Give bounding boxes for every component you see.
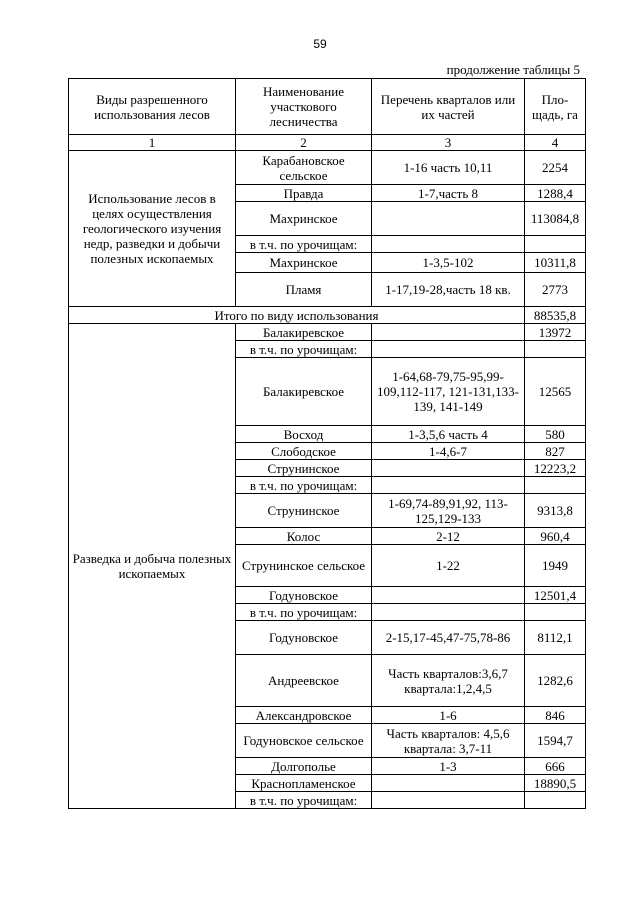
header-forestry: Наименование участкового лесничества <box>236 79 372 135</box>
table-row <box>69 324 586 341</box>
area-cell <box>525 477 586 494</box>
forestry-cell: Правда <box>236 185 372 202</box>
quarters-cell: 1-6 <box>372 707 525 724</box>
quarters-cell: 1-3,5-102 <box>372 253 525 273</box>
forestry-cell: Краснопламенское <box>236 775 372 792</box>
total-value: 88535,8 <box>525 307 586 324</box>
column-number: 3 <box>372 135 525 151</box>
forestry-cell: Балакиревское <box>236 324 372 341</box>
quarters-cell: 1-4,6-7 <box>372 443 525 460</box>
forestry-cell: Махринское <box>236 202 372 236</box>
header-quarters: Перечень кварталов или их частей <box>372 79 525 135</box>
forestry-cell: Струнинское <box>236 460 372 477</box>
header-area: Пло-щадь, га <box>525 79 586 135</box>
forestry-cell: Годуновское <box>236 587 372 604</box>
quarters-cell: 1-64,68-79,75-95,99-109,112-117, 121-131,133-139, 141-149 <box>372 358 525 426</box>
forestry-cell: Балакиревское <box>236 358 372 426</box>
column-number: 4 <box>525 135 586 151</box>
area-cell: 1949 <box>525 545 586 587</box>
forestry-cell: Слободское <box>236 443 372 460</box>
quarters-cell: 1-16 часть 10,11 <box>372 151 525 185</box>
area-cell: 827 <box>525 443 586 460</box>
header-use-type: Виды разрешенного использования лесов <box>69 79 236 135</box>
use-type-cell: Разведка и добыча полезных ископаемых <box>69 324 236 809</box>
quarters-cell <box>372 604 525 621</box>
quarters-cell <box>372 792 525 809</box>
forestry-cell: Колос <box>236 528 372 545</box>
forestry-cell: в т.ч. по урочищам: <box>236 477 372 494</box>
area-cell: 113084,8 <box>525 202 586 236</box>
use-type-cell: Использование лесов в целях осуществления геологического изучения недр, разведки и добычи полезных ископаемых <box>69 151 236 307</box>
area-cell <box>525 604 586 621</box>
area-cell: 1288,4 <box>525 185 586 202</box>
area-cell: 10311,8 <box>525 253 586 273</box>
table-row <box>69 151 586 185</box>
forestry-cell: в т.ч. по урочищам: <box>236 604 372 621</box>
total-label: Итого по виду использования <box>69 307 525 324</box>
quarters-cell: 1-69,74-89,91,92, 113-125,129-133 <box>372 494 525 528</box>
forestry-cell: Карабановское сельское <box>236 151 372 185</box>
forestry-cell: в т.ч. по урочищам: <box>236 792 372 809</box>
area-cell: 580 <box>525 426 586 443</box>
forestry-cell: в т.ч. по урочищам: <box>236 341 372 358</box>
column-number: 1 <box>69 135 236 151</box>
forestry-cell: Долгополье <box>236 758 372 775</box>
column-number-row <box>69 135 586 151</box>
area-cell: 12501,4 <box>525 587 586 604</box>
area-cell: 1594,7 <box>525 724 586 758</box>
area-cell: 8112,1 <box>525 621 586 655</box>
quarters-cell <box>372 236 525 253</box>
area-cell: 12565 <box>525 358 586 426</box>
area-cell: 666 <box>525 758 586 775</box>
quarters-cell: Часть кварталов:3,6,7 квартала:1,2,4,5 <box>372 655 525 707</box>
area-cell <box>525 341 586 358</box>
quarters-cell: 1-17,19-28,часть 18 кв. <box>372 273 525 307</box>
column-number: 2 <box>236 135 372 151</box>
area-cell: 960,4 <box>525 528 586 545</box>
table-caption: продолжение таблицы 5 <box>446 62 580 77</box>
quarters-cell: 2-15,17-45,47-75,78-86 <box>372 621 525 655</box>
quarters-cell <box>372 775 525 792</box>
total-row <box>69 307 586 324</box>
quarters-cell: 2-12 <box>372 528 525 545</box>
forestry-cell: Пламя <box>236 273 372 307</box>
forest-use-table <box>68 78 586 809</box>
quarters-cell <box>372 477 525 494</box>
forestry-cell: Александровское <box>236 707 372 724</box>
area-cell: 1282,6 <box>525 655 586 707</box>
forestry-cell: Струнинское <box>236 494 372 528</box>
forestry-cell: Махринское <box>236 253 372 273</box>
header-row <box>69 79 586 135</box>
forestry-cell: Годуновское сельское <box>236 724 372 758</box>
quarters-cell <box>372 324 525 341</box>
quarters-cell <box>372 341 525 358</box>
quarters-cell <box>372 202 525 236</box>
area-cell: 846 <box>525 707 586 724</box>
area-cell: 2254 <box>525 151 586 185</box>
forestry-cell: Андреевское <box>236 655 372 707</box>
area-cell: 9313,8 <box>525 494 586 528</box>
area-cell: 18890,5 <box>525 775 586 792</box>
forestry-cell: Восход <box>236 426 372 443</box>
quarters-cell: 1-3,5,6 часть 4 <box>372 426 525 443</box>
area-cell <box>525 236 586 253</box>
forestry-cell: Годуновское <box>236 621 372 655</box>
area-cell: 13972 <box>525 324 586 341</box>
area-cell <box>525 792 586 809</box>
area-cell: 2773 <box>525 273 586 307</box>
forestry-cell: в т.ч. по урочищам: <box>236 236 372 253</box>
quarters-cell: 1-22 <box>372 545 525 587</box>
quarters-cell: Часть кварталов: 4,5,6 квартала: 3,7-11 <box>372 724 525 758</box>
forestry-cell: Струнинское сельское <box>236 545 372 587</box>
area-cell: 12223,2 <box>525 460 586 477</box>
quarters-cell: 1-7,часть 8 <box>372 185 525 202</box>
page-number: 59 <box>313 37 327 51</box>
quarters-cell <box>372 587 525 604</box>
quarters-cell <box>372 460 525 477</box>
quarters-cell: 1-3 <box>372 758 525 775</box>
